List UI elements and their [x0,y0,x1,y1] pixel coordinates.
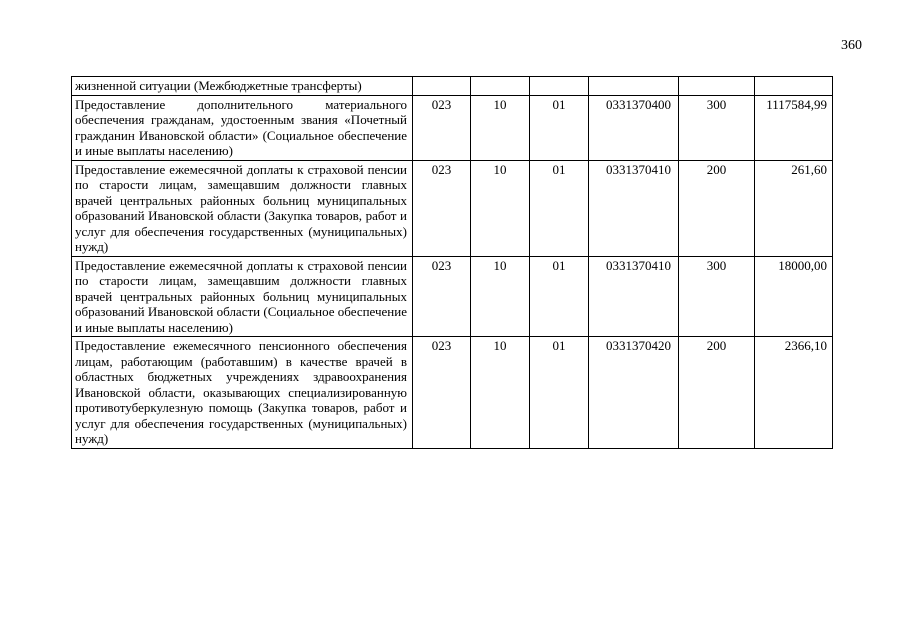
section-code-cell: 10 [471,95,530,160]
table-row [72,256,833,337]
target-article-cell: 0331370400 [589,95,679,160]
section-code-cell: 10 [471,160,530,256]
description-cell: Предоставление ежемесячной доплаты к страховой пенсии по старости лицам, замещавшим должности главных врачей центральных районных больниц муниципальных образований Ивановской области (Социальное обеспечение и иные выплаты населению) [72,256,413,337]
table-row [72,337,833,449]
target-article-cell: 0331370410 [589,160,679,256]
page-number: 360 [841,38,862,53]
table-body [72,77,833,449]
budget-table [71,76,833,449]
amount-cell: 18000,00 [755,256,833,337]
amount-cell: 1117584,99 [755,95,833,160]
expense-kind-cell: 200 [679,337,755,449]
target-article-cell: 0331370420 [589,337,679,449]
ministry-code-cell: 023 [413,95,471,160]
section-code-cell: 10 [471,337,530,449]
subsection-code-cell: 01 [530,160,589,256]
amount-cell: 261,60 [755,160,833,256]
description-cell: Предоставление ежемесячного пенсионного обеспечения лицам, работающим (работавшим) в качестве врачей в областных бюджетных учреждениях здравоохранения Ивановской области, оказывающих специализированную противотуберкулезную помощь (Закупка товаров, работ и услуг для обеспечения государственных (муниципальных) нужд) [72,337,413,449]
ministry-code-cell: 023 [413,256,471,337]
ministry-code-cell: 023 [413,160,471,256]
table-row [72,77,833,96]
expense-kind-cell: 300 [679,95,755,160]
ministry-code-cell [413,77,471,96]
description-cell: Предоставление ежемесячной доплаты к страховой пенсии по старости лицам, замещавшим должности главных врачей центральных районных больниц муниципальных образований Ивановской области (Закупка товаров, работ и услуг для обеспечения государственных (муниципальных) нужд) [72,160,413,256]
description-cell: жизненной ситуации (Межбюджетные трансферты) [72,77,413,96]
subsection-code-cell: 01 [530,95,589,160]
expense-kind-cell [679,77,755,96]
expense-kind-cell: 300 [679,256,755,337]
expense-kind-cell: 200 [679,160,755,256]
amount-cell: 2366,10 [755,337,833,449]
section-code-cell: 10 [471,256,530,337]
target-article-cell: 0331370410 [589,256,679,337]
target-article-cell [589,77,679,96]
subsection-code-cell: 01 [530,337,589,449]
amount-cell [755,77,833,96]
subsection-code-cell: 01 [530,256,589,337]
description-cell: Предоставление дополнительного материального обеспечения гражданам, удостоенным звания «Почетный гражданин Ивановской области» (Социальное обеспечение и иные выплаты населению) [72,95,413,160]
table-row [72,95,833,160]
section-code-cell [471,77,530,96]
subsection-code-cell [530,77,589,96]
ministry-code-cell: 023 [413,337,471,449]
table-row [72,160,833,256]
